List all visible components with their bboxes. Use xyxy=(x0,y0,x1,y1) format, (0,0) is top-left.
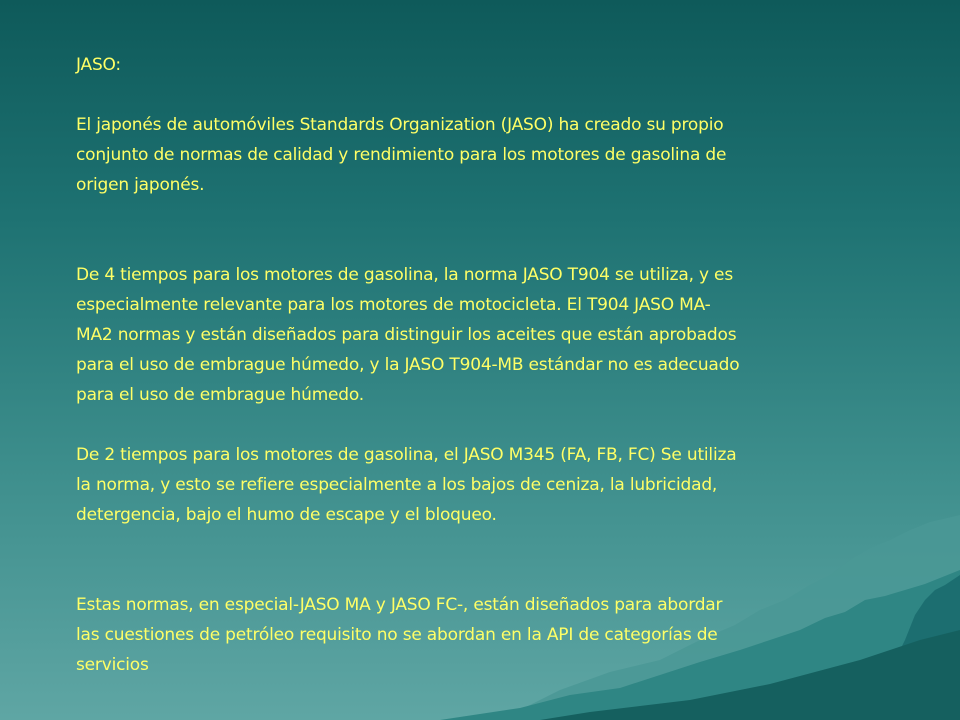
spacer xyxy=(76,410,886,440)
spacer xyxy=(76,530,886,590)
paragraph-two-stroke: De 2 tiempos para los motores de gasolina, el JASO M345 (FA, FB, FC) Se utiliza la norma, y esto se refiere especialmente a los bajos de ceniza, la lubricidad, detergencia, bajo el humo de escape y el bloqueo. xyxy=(76,445,737,525)
paragraph-jaso-intro: El japonés de automóviles Standards Organization (JASO) ha creado su propio conjunto de normas de calidad y rendimiento para los motores de gasolina de origen japonés. xyxy=(76,115,727,195)
slide-heading: JASO: xyxy=(76,55,121,75)
paragraph-standards-purpose: Estas normas, en especial-JASO MA y JASO FC-, están diseñados para abordar las cuestiones de petróleo requisito no se abordan en la API de categorías de servicios xyxy=(76,595,723,675)
slide-content xyxy=(76,50,886,680)
spacer xyxy=(76,80,886,110)
paragraph-four-stroke: De 4 tiempos para los motores de gasolina, la norma JASO T904 se utiliza, y es especialmente relevante para los motores de motocicleta. El T904 JASO MA- MA2 normas y están diseñados para distinguir los aceites que están aprobados para el uso de embrague húmedo, y la JASO T904-MB estándar no es adecuado para el uso de embrague húmedo. xyxy=(76,265,740,405)
spacer xyxy=(76,200,886,260)
